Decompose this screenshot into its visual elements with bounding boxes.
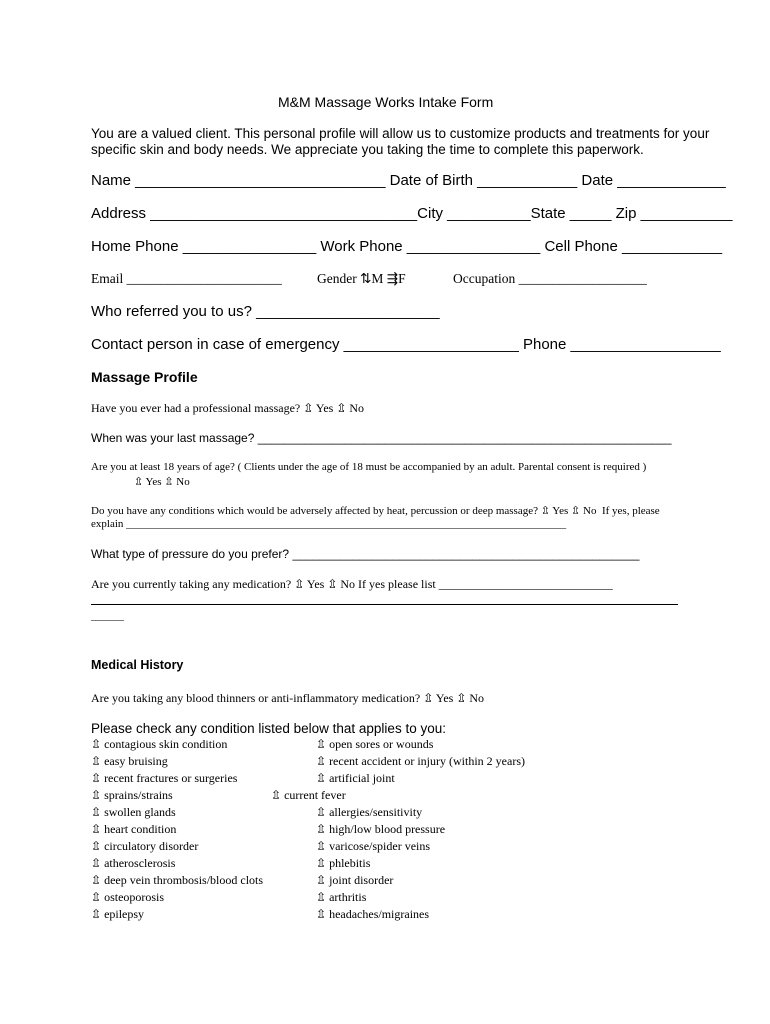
checkbox-icon[interactable]: ⇫	[316, 822, 327, 836]
name-dob-date-field[interactable]: Name ______________________________ Date of Birth ____________ Date _____________	[91, 172, 726, 189]
condition-item[interactable]: ⇫ circulatory disorder	[91, 839, 199, 853]
condition-item[interactable]: ⇫ high/low blood pressure	[316, 822, 446, 836]
checkbox-icon[interactable]: ⇫	[91, 737, 102, 751]
referred-field[interactable]: Who referred you to us? ______________________	[91, 303, 440, 320]
condition-item[interactable]: ⇫ arthritis	[316, 890, 367, 904]
gender-field[interactable]: Gender ⇅M ⇶F	[317, 271, 406, 286]
condition-item[interactable]: ⇫ varicose/spider veins	[316, 839, 431, 853]
condition-item[interactable]: ⇫ epilepsy	[91, 907, 145, 921]
condition-item[interactable]: ⇫ allergies/sensitivity	[316, 805, 423, 819]
intro-line-2: specific skin and body needs. We appreciate you taking the time to complete this paperwork.	[91, 142, 644, 157]
medical-history-heading: Medical History	[91, 658, 184, 672]
checkbox-icon[interactable]: ⇫	[316, 805, 327, 819]
form-title: M&M Massage Works Intake Form	[278, 94, 494, 110]
checkbox-icon[interactable]: ⇫	[316, 839, 327, 853]
checkbox-icon[interactable]: ⇫	[91, 873, 102, 887]
pressure-question[interactable]: What type of pressure do you prefer? ____________________________________________________	[91, 547, 640, 561]
checkbox-icon[interactable]: ⇫	[316, 890, 327, 904]
condition-item[interactable]: ⇫ contagious skin condition	[91, 737, 228, 751]
condition-item[interactable]: ⇫ deep vein thrombosis/blood clots	[91, 873, 264, 887]
condition-item[interactable]: ⇫ recent fractures or surgeries	[91, 771, 238, 785]
condition-item[interactable]: ⇫ atherosclerosis	[91, 856, 176, 870]
address-field[interactable]: Address ________________________________City __________State _____ Zip ___________	[91, 205, 733, 222]
checkbox-icon[interactable]: ⇫	[91, 805, 102, 819]
checkbox-icon[interactable]: ⇫	[91, 754, 102, 768]
phone-fields[interactable]: Home Phone ________________ Work Phone ________________ Cell Phone ____________	[91, 238, 723, 255]
professional-massage-question[interactable]: Have you ever had a professional massage? ⇫ Yes ⇫ No	[91, 401, 365, 415]
condition-item[interactable]: ⇫ joint disorder	[316, 873, 394, 887]
condition-item[interactable]: ⇫ current fever	[271, 788, 346, 802]
occupation-field[interactable]: Occupation ___________________	[453, 271, 647, 286]
checkbox-icon[interactable]: ⇫	[316, 907, 327, 921]
condition-item[interactable]: ⇫ heart condition	[91, 822, 177, 836]
condition-item[interactable]: ⇫ sprains/strains	[91, 788, 173, 802]
checkbox-icon[interactable]: ⇫	[271, 788, 282, 802]
checkbox-icon[interactable]: ⇫	[91, 822, 102, 836]
condition-item[interactable]: ⇫ recent accident or injury (within 2 years)	[316, 754, 525, 768]
checkbox-icon[interactable]: ⇫	[91, 890, 102, 904]
age-question: Are you at least 18 years of age? ( Clients under the age of 18 must be accompanied by an adult. Parental consent is required )	[91, 461, 647, 473]
checkbox-icon[interactable]: ⇫	[316, 873, 327, 887]
checkbox-icon[interactable]: ⇫	[316, 754, 327, 768]
checkbox-icon[interactable]: ⇫	[91, 856, 102, 870]
checkbox-icon[interactable]: ⇫	[316, 856, 327, 870]
checkbox-icon[interactable]: ⇫	[91, 839, 102, 853]
checkbox-icon[interactable]: ⇫	[316, 737, 327, 751]
blood-thinners-question[interactable]: Are you taking any blood thinners or anti-inflammatory medication? ⇫ Yes ⇫ No	[91, 691, 485, 705]
email-field[interactable]: Email _______________________	[91, 271, 282, 286]
checkbox-icon[interactable]: ⇫	[91, 771, 102, 785]
checklist-intro: Please check any condition listed below that applies to you:	[91, 721, 446, 736]
conditions-explain-field[interactable]: explain ________________________________________________________________________________	[91, 518, 567, 530]
condition-item[interactable]: ⇫ headaches/migraines	[316, 907, 430, 921]
condition-item[interactable]: ⇫ easy bruising	[91, 754, 168, 768]
condition-item[interactable]: ⇫ swollen glands	[91, 805, 176, 819]
checkbox-icon[interactable]: ⇫	[316, 771, 327, 785]
medication-question[interactable]: Are you currently taking any medication? ⇫ Yes ⇫ No If yes please list _____________________________	[91, 577, 613, 591]
last-massage-question[interactable]: When was your last massage? ______________________________________________________________	[91, 431, 672, 445]
conditions-question[interactable]: Do you have any conditions which would be adversely affected by heat, percussion or deep massage? ⇫ Yes ⇫ No If yes, please	[91, 505, 660, 517]
age-yes-no[interactable]: ⇫ Yes ⇫ No	[134, 476, 190, 488]
massage-profile-heading: Massage Profile	[91, 369, 198, 385]
condition-item[interactable]: ⇫ phlebitis	[316, 856, 371, 870]
medication-list-line[interactable]	[91, 604, 678, 605]
condition-item[interactable]: ⇫ open sores or wounds	[316, 737, 434, 751]
emergency-contact-field[interactable]: Contact person in case of emergency _____________________ Phone __________________	[91, 336, 721, 353]
condition-item[interactable]: ⇫ artificial joint	[316, 771, 395, 785]
checkbox-icon[interactable]: ⇫	[91, 788, 102, 802]
medication-list-continuation: ______	[91, 610, 124, 622]
condition-item[interactable]: ⇫ osteoporosis	[91, 890, 165, 904]
intro-line-1: You are a valued client. This personal profile will allow us to customize products and treatments for your	[91, 126, 710, 141]
checkbox-icon[interactable]: ⇫	[91, 907, 102, 921]
